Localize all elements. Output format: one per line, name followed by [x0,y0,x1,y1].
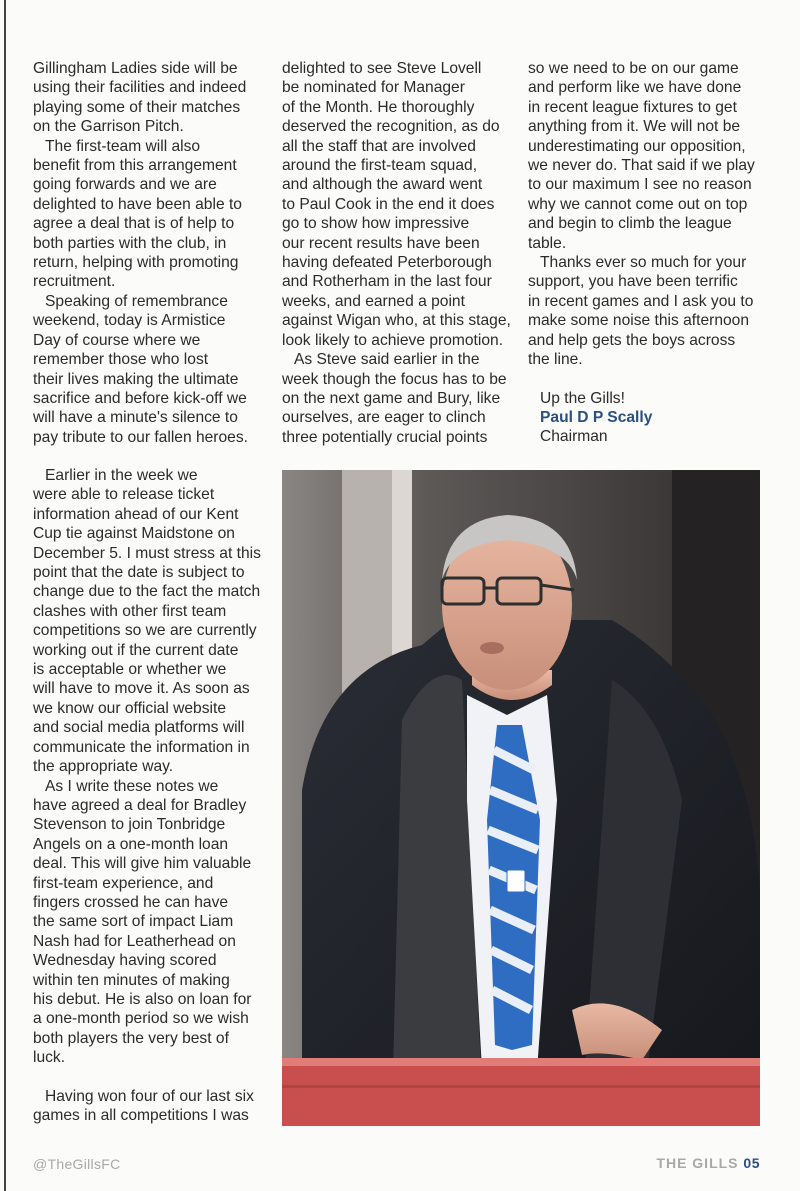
text-line: working out if the current date [33,641,239,659]
text-line: of the Month. He thoroughly [282,98,475,116]
text-line: table. [528,234,567,252]
text-line: have agreed a deal for Bradley [33,796,247,814]
text-line: within ten minutes of making [33,971,230,989]
footer-title [656,1155,760,1171]
text-line: both players the very best of [33,1029,229,1047]
text-line: competitions so we are currently [33,622,257,640]
text-line: going forwards and we are [33,176,217,194]
text-line: December 5. I must stress at this [33,544,261,562]
text-line: to our maximum I see no reason [528,176,752,194]
text-line: look likely to achieve promotion. [282,331,504,349]
chairman-photo [282,470,760,1126]
text-line: Thanks ever so much for your [540,254,747,272]
text-line: both parties with the club, in [33,234,227,252]
text-line: his debut. He is also on loan for [33,990,252,1008]
text-line: why we cannot come out on top [528,195,748,213]
text-line: is acceptable or whether we [33,661,227,679]
text-line: using their facilities and indeed [33,79,247,97]
text-line: support, you have been terrific [528,273,738,291]
text-line: Day of course where we [33,331,201,349]
text-line: The first-team will also [45,137,201,155]
text-line: Speaking of remembrance [45,292,228,310]
text-line: we never do. That said if we play [528,157,755,175]
text-line: go to show how impressive [282,215,470,233]
text-line: Stevenson to join Tonbridge [33,816,226,834]
footer-handle: @TheGillsFC [33,1156,121,1172]
text-line: we know our official website [33,699,226,717]
text-line: will have to move it. As soon as [33,680,250,698]
text-line: and perform like we have done [528,79,742,97]
text-line: in recent games and I ask you to [528,292,754,310]
text-line: be nominated for Manager [282,79,465,97]
text-line: and although the award went [282,176,483,194]
text-line: were able to release ticket [33,486,215,504]
text-line: games in all competitions I was [33,1107,249,1125]
column-3 [528,59,768,447]
text-line: pay tribute to our fallen heroes. [33,428,248,446]
text-line: benefit from this arrangement [33,157,237,175]
text-line: agree a deal that is of help to [33,215,235,233]
text-line: deal. This will give him valuable [33,855,252,873]
text-line: delighted to see Steve Lovell [282,60,482,77]
text-line: all the staff that are involved [282,137,476,155]
text-line: Having won four of our last six [45,1088,254,1105]
text-line: so we need to be on our game [528,60,739,77]
text-line: fingers crossed he can have [33,893,229,911]
text-line [33,1068,273,1087]
text-line: remember those who lost [33,351,209,369]
text-line: Cup tie against Maidstone on [33,525,235,543]
text-line: Nash had for Leatherhead on [33,932,236,950]
text-line: As Steve said earlier in the [294,351,480,369]
text-line: the appropriate way. [33,758,174,776]
text-line: against Wigan who, at this stage, [282,312,511,330]
text-line: return, helping with promoting [33,254,239,272]
text-line: and begin to climb the league [528,215,732,233]
text-line: underestimating our opposition, [528,137,746,155]
text-line: make some noise this afternoon [528,312,750,330]
text-line: point that the date is subject to [33,564,245,582]
text-line: and Rotherham in the last four [282,273,492,291]
signoff [528,389,768,447]
text-line: week though the focus has to be [282,370,507,388]
text-line: change due to the fact the match [33,583,261,601]
text-line: a one-month period so we wish [33,1010,249,1028]
footer-magazine-title: THE GILLS [656,1155,739,1171]
signoff-role: Chairman [540,428,608,446]
text-line: weekend, today is Armistice [33,312,226,330]
text-line: in recent league fixtures to get [528,98,737,116]
text-line: clashes with other first team [33,602,227,620]
text-line: sacrifice and before kick-off we [33,389,247,407]
text-line: having defeated Peterborough [282,254,492,272]
text-line: on the Garrison Pitch. [33,118,184,136]
text-line: delighted to have been able to [33,195,242,213]
text-line: Gillingham Ladies side will be [33,60,238,77]
text-line: the line. [528,351,583,369]
text-line: their lives making the ultimate [33,370,239,388]
text-line: the same sort of impact Liam [33,913,234,931]
text-line: Wednesday having scored [33,952,217,970]
signoff-greeting: Up the Gills! [540,389,625,407]
page-number: 05 [743,1155,760,1171]
text-line: weeks, and earned a point [282,292,465,310]
text-line: our recent results have been [282,234,480,252]
text-line: to Paul Cook in the end it does [282,195,495,213]
text-line: first-team experience, and [33,874,214,892]
text-line: and help gets the boys across [528,331,736,349]
text-line: Earlier in the week we [45,467,198,484]
text-line: and social media platforms will [33,719,245,737]
text-line: anything from it. We will not be [528,118,741,136]
text-line: on the next game and Bury, like [282,389,501,407]
text-line: luck. [33,1049,66,1067]
signoff-name: Paul D P Scally [540,408,653,426]
text-line: around the first-team squad, [282,157,478,175]
column-1-top [33,59,273,447]
column-2 [282,59,518,447]
text-line: information ahead of our Kent [33,505,239,523]
text-line: As I write these notes we [45,777,219,795]
text-line: ourselves, are eager to clinch [282,409,486,427]
page-edge [4,0,6,1191]
text-line: recruitment. [33,273,116,291]
text-line: deserved the recognition, as do [282,118,500,136]
text-line: Angels on a one-month loan [33,835,229,853]
text-line: playing some of their matches [33,98,241,116]
text-line: communicate the information in [33,738,250,756]
text-line: will have a minute's silence to [33,409,238,427]
text-line: three potentially crucial points [282,428,488,446]
column-1-bottom [33,466,273,1126]
